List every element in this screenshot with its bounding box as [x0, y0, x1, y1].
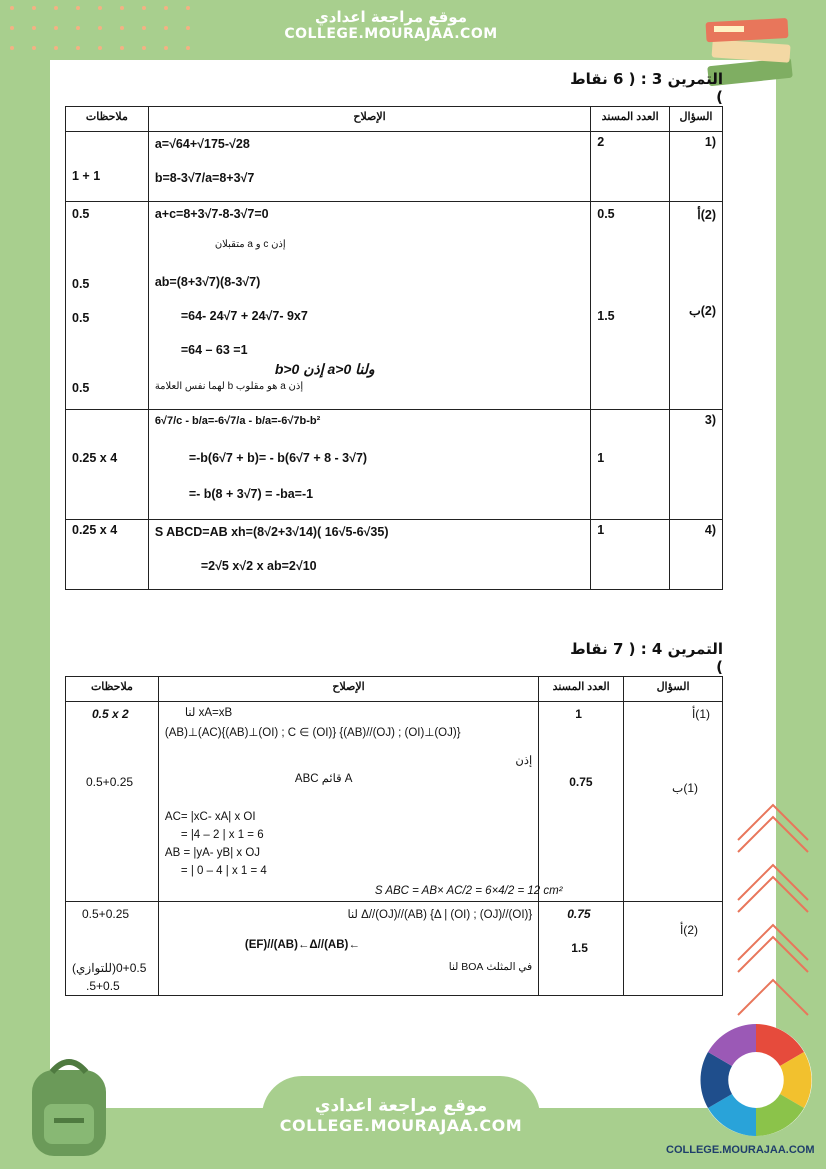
question-number: (1)ب [672, 781, 698, 795]
col-correction: الإصلاح [148, 107, 590, 132]
note: 0.5 [72, 277, 90, 291]
header-site-url: COLLEGE.MOURAJAA.COM [284, 26, 498, 42]
frame-left [0, 0, 50, 1169]
points-value: 2 [597, 135, 605, 149]
col-notes: ملاحظات [66, 677, 159, 702]
note: .5+0.5 [86, 979, 120, 993]
correction-line: =-b(6√7 + b)= - b(6√7 + 8 - 3√7) [188, 451, 368, 465]
points-value: 0.75 [569, 775, 593, 789]
note: 0.5+0.25 [86, 775, 134, 789]
correction-line: ABC قائم A [294, 773, 353, 785]
note: 0.25 x 4 [72, 451, 118, 465]
backpack-icon [14, 1050, 124, 1160]
col-question: السؤال [670, 107, 723, 132]
col-question: السؤال [624, 677, 723, 702]
question-number: (1)أ [691, 707, 710, 721]
note: (للتوازي)0.5+0 [72, 961, 147, 975]
decorative-dots [0, 0, 200, 55]
points-value: 0.75 [567, 907, 591, 921]
note: 0.5 [72, 381, 90, 395]
col-notes: ملاحظات [66, 107, 149, 132]
correction-line: a=√64+√175-√28 [154, 137, 250, 151]
correction-line: لنا xA=xB [184, 707, 233, 719]
table-header-row [66, 107, 723, 132]
note: 0.5 x 2 [92, 707, 129, 721]
correction-line: =- b(8 + 3√7) = -ba=-1 [188, 487, 314, 501]
correction-line: b=8-3√7/a=8+3√7 [154, 171, 255, 185]
points-value: 1 [575, 707, 582, 721]
question-number: (1 [704, 135, 716, 149]
header-site-name: موقع مراجعة اعدادي [315, 8, 467, 26]
correction-line: AC= |xC- xA| x OI [164, 811, 256, 823]
question-number: (2)أ [697, 208, 716, 222]
note: 0.5+0.25 [82, 907, 130, 921]
correction-line: a+c=8+3√7-8-3√7=0 [154, 207, 269, 221]
correction-line: = |4 – 2 | x 1 = 6 [180, 829, 264, 841]
correction-line: =64 – 63 =1 [180, 343, 248, 357]
site-logo-icon [694, 1022, 818, 1140]
points-value: 1 [597, 523, 605, 537]
correction-line: في المثلث BOA لنا [448, 961, 533, 973]
table-row [66, 520, 723, 590]
correction-line: 6√7/c - b/a=-6√7/a - b/a=-6√7b-b² [154, 415, 321, 427]
points-value: 1.5 [597, 309, 615, 323]
correction-line: ab=(8+3√7)(8-3√7) [154, 275, 261, 289]
correction-line: = | 0 – 4 | x 1 = 4 [180, 865, 267, 877]
decorative-chevrons [728, 790, 818, 1030]
correction-line: AB = |yA- yB| x OJ [164, 847, 261, 859]
footer-site-url: COLLEGE.MOURAJAA.COM [279, 1116, 523, 1135]
correction-line: (AB)⊥(AC){(AB)⊥(OI) ; C ∈ (OI)} {(AB)//(OJ) ; (OI)⊥(OJ)} [164, 727, 461, 739]
table-header-row [66, 677, 723, 702]
correction-line: إذن c و a متقبلان [214, 239, 286, 250]
table-row [66, 410, 723, 520]
table-row [66, 902, 723, 996]
exercise4-table [65, 676, 723, 996]
correction-line: ولنا a>0 إذن b>0 [274, 361, 375, 377]
points-value: 0.5 [597, 207, 615, 221]
col-correction: الإصلاح [158, 677, 538, 702]
correction-line: إذن [515, 755, 533, 767]
correction-line: إذن a هو مقلوب b لهما نفس العلامة [154, 381, 304, 392]
note: 0.25 x 4 [72, 523, 118, 537]
question-number: (4 [704, 523, 716, 537]
correction-line: S ABCD=AB xh=(8√2+3√14)( 16√5-6√35) [154, 525, 389, 539]
table-row [66, 132, 723, 202]
correction-line: =64- 24√7 + 24√7- 9x7 [180, 309, 308, 323]
exercise4-title: التمرين 4 : ( 7 نقاط ) [570, 640, 723, 676]
note: 0.5 [72, 311, 90, 325]
correction-line: =2√5 x√2 x ab=2√10 [200, 559, 317, 573]
footer-site-name: موقع مراجعة اعدادي [314, 1096, 488, 1116]
correction-line: S ABC = AB× AC/2 = 6×4/2 = 12 cm² [374, 885, 563, 897]
logo-text: COLLEGE.MOURAJAA.COM [666, 1144, 815, 1156]
points-value: 1 [597, 451, 605, 465]
note: 0.5 [72, 207, 90, 221]
table-row [66, 202, 723, 410]
correction-line: لنا Δ//(OJ)//(AB) {Δ | (OI) ; (OJ)//(OI)} [347, 909, 533, 921]
header-banner [262, 0, 520, 58]
correction-line: (EF)//(AB)←Δ//(AB)← [244, 939, 360, 951]
table-row [66, 702, 723, 902]
exercise3-title: التمرين 3 : ( 6 نقاط ) [570, 70, 723, 106]
exercise3-table [65, 106, 723, 590]
note: 1 + 1 [72, 169, 101, 183]
col-points: العدد المسند [591, 107, 670, 132]
question-number: (2)أ [679, 923, 698, 937]
points-value: 1.5 [571, 941, 588, 955]
col-points: العدد المسند [539, 677, 624, 702]
question-number: (3 [704, 413, 716, 427]
footer-banner [262, 1076, 540, 1169]
question-number: (2)ب [688, 304, 716, 318]
